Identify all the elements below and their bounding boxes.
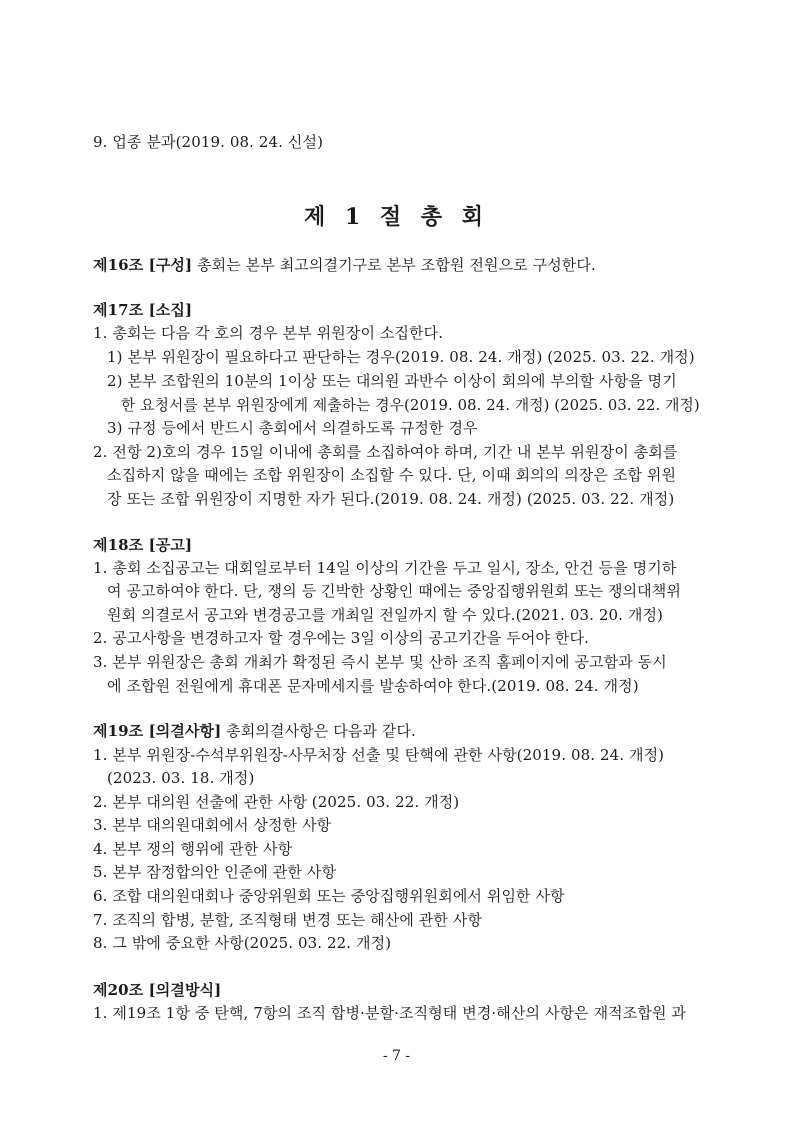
list-item: 소집하지 않을 때에는 조합 위원장이 소집할 수 있다. 단, 이때 회의의 의장은 조합 위원 bbox=[107, 466, 677, 484]
article-body: 총회의결사항은 다음과 같다. bbox=[221, 722, 416, 740]
list-item: 3) 규정 등에서 반드시 총회에서 의결하도록 규정한 경우 bbox=[107, 419, 478, 437]
list-item: 7. 조직의 합병, 분할, 조직형태 변경 또는 해산에 관한 사항 bbox=[93, 911, 483, 929]
article-19 bbox=[93, 722, 416, 740]
page-number: - 7 - bbox=[382, 1048, 411, 1064]
list-item: 원회 의결로서 공고와 변경공고를 개최일 전일까지 할 수 있다.(2021. 03. 20. 개정) bbox=[107, 606, 664, 624]
list-item: 여 공고하여야 한다. 단, 쟁의 등 긴박한 상황인 때에는 중앙집행위원회 또는 쟁의대책위 bbox=[107, 582, 681, 600]
list-item: 2. 본부 대의원 선출에 관한 사항 (2025. 03. 22. 개정) bbox=[93, 793, 460, 811]
article-body: 총회는 본부 최고의결기구로 본부 조합원 전원으로 구성한다. bbox=[192, 256, 596, 274]
list-item: 한 요청서를 본부 위원장에게 제출하는 경우(2019. 08. 24. 개정) (2025. 03. 22. 개정) bbox=[121, 396, 700, 414]
list-item: 2. 공고사항을 변경하고자 할 경우에는 3일 이상의 공고기간을 두어야 한다. bbox=[93, 629, 589, 647]
article-heading: 제20조 [의결방식] bbox=[93, 981, 222, 999]
list-item: 5. 본부 잠정합의안 인준에 관한 사항 bbox=[93, 863, 337, 881]
list-item: 2. 전항 2)호의 경우 15일 이내에 총회를 소집하여야 하며, 기간 내 본부 위원장이 총회를 bbox=[93, 443, 678, 461]
list-item: 1. 총회는 다음 각 호의 경우 본부 위원장이 소집한다. bbox=[93, 324, 444, 342]
section-title: 제 1 절 총 회 bbox=[304, 204, 489, 230]
article-heading: 제17조 [소집] bbox=[93, 301, 193, 319]
list-item: 3. 본부 위원장은 총회 개최가 확정된 즉시 본부 및 산하 조직 홈페이지에 공고함과 동시 bbox=[93, 653, 667, 671]
list-item: 3. 본부 대의원대회에서 상정한 사항 bbox=[93, 816, 332, 834]
list-item: 1. 본부 위원장-수석부위원장-사무처장 선출 및 탄핵에 관한 사항(2019. 08. 24. 개정) bbox=[93, 746, 665, 764]
list-item: 장 또는 조합 위원장이 지명한 자가 된다.(2019. 08. 24. 개정) (2025. 03. 22. 개정) bbox=[107, 490, 675, 508]
list-item: 8. 그 밖에 중요한 사항(2025. 03. 22. 개정) bbox=[93, 934, 392, 952]
article-heading: 제16조 [구성] bbox=[93, 256, 193, 274]
list-item: 4. 본부 쟁의 행위에 관한 사항 bbox=[93, 840, 293, 858]
article-heading: 제19조 [의결사항] bbox=[93, 722, 222, 740]
list-item: 1. 제19조 1항 중 탄핵, 7항의 조직 합병·분할·조직형태 변경·해산의 사항은 재적조합원 과 bbox=[93, 1004, 686, 1022]
list-item: 6. 조합 대의원대회나 중앙위원회 또는 중앙집행위원회에서 위임한 사항 bbox=[93, 887, 565, 905]
article-heading: 제18조 [공고] bbox=[93, 536, 193, 554]
list-item: (2023. 03. 18. 개정) bbox=[107, 769, 255, 787]
list-item: 에 조합원 전원에게 휴대폰 문자메세지를 발송하여야 한다.(2019. 08. 24. 개정) bbox=[107, 677, 639, 695]
article-16 bbox=[93, 256, 596, 274]
list-item: 2) 본부 조합원의 10분의 1이상 또는 대의원 과반수 이상이 회의에 부의할 사항을 명기 bbox=[107, 372, 677, 390]
list-item: 9. 업종 분과(2019. 08. 24. 신설) bbox=[93, 133, 324, 151]
list-item: 1) 본부 위원장이 필요하다고 판단하는 경우(2019. 08. 24. 개정) (2025. 03. 22. 개정) bbox=[107, 348, 695, 366]
list-item: 1. 총회 소집공고는 대회일로부터 14일 이상의 기간을 두고 일시, 장소, 안건 등을 명기하 bbox=[93, 559, 677, 577]
